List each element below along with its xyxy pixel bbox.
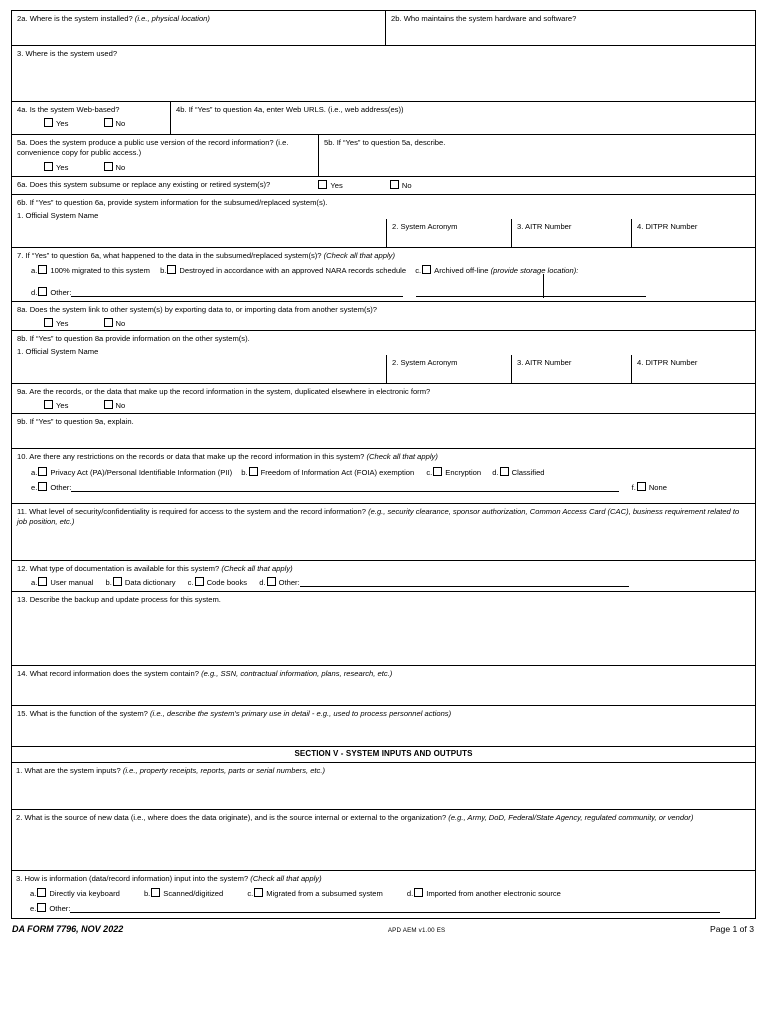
row-q4 <box>12 102 755 135</box>
row-q14 <box>12 666 755 706</box>
row-q5 <box>12 135 755 177</box>
q8b-aitr-col[interactable] <box>511 355 631 383</box>
q3-number: 3. <box>17 49 24 58</box>
field-q2b[interactable] <box>386 11 755 45</box>
q8b-text: If “Yes” to question 8a provide information on the other system(s). <box>29 334 250 343</box>
checkbox-icon[interactable] <box>637 482 646 491</box>
q7-option-a-label: 100% migrated to this system <box>50 266 150 276</box>
q10-option-a-letter: a. <box>31 468 38 478</box>
q7-option-d[interactable] <box>31 287 71 297</box>
q8a-yes-option[interactable] <box>43 318 68 328</box>
checkbox-icon[interactable] <box>38 265 47 274</box>
q8a-no-label: No <box>115 319 126 329</box>
field-q8a <box>12 302 755 330</box>
q8b-ditpr-label: 4. DITPR Number <box>637 358 698 367</box>
q6b-text: If “Yes” to question 6a, provide system information for the subsumed/replaced system(s). <box>29 198 328 207</box>
q6a-yes-option[interactable] <box>317 180 342 190</box>
q13-text: Describe the backup and update process for this system. <box>29 595 221 604</box>
checkbox-icon[interactable] <box>104 400 113 409</box>
q10-option-d-letter: d. <box>492 468 499 478</box>
row-q12 <box>12 561 755 592</box>
checkbox-icon[interactable] <box>104 118 113 127</box>
q2a-text: Where is the system installed? <box>29 14 133 23</box>
s5q3-option-d-letter: d. <box>406 889 414 899</box>
da-form-7796 <box>11 10 756 919</box>
row-q6a <box>12 177 755 195</box>
s5q3-option-b[interactable] <box>144 888 223 899</box>
field-s5q1[interactable] <box>12 763 755 809</box>
section-v-title: SECTION V - SYSTEM INPUTS AND OUTPUTS <box>294 749 473 758</box>
q5a-yes-label: Yes <box>56 162 69 172</box>
field-q6b <box>12 195 755 247</box>
q5a-yesno-group <box>17 162 314 172</box>
checkbox-icon[interactable] <box>37 903 46 912</box>
q7-option-a-letter: a. <box>31 266 38 276</box>
checkbox-icon[interactable] <box>113 577 122 586</box>
q10-option-a[interactable] <box>31 467 232 478</box>
q10-option-e-label: Other: <box>50 482 72 492</box>
checkbox-icon[interactable] <box>38 287 47 296</box>
s5q1-number: 1. <box>16 766 23 775</box>
q10-option-f[interactable] <box>632 482 667 493</box>
row-s5q1 <box>12 763 755 810</box>
row-q6b <box>12 195 755 248</box>
q12-options-row <box>17 577 751 588</box>
q8b-acronym-label: 2. System Acronym <box>392 358 458 367</box>
q10-option-c-label: Encryption <box>445 468 482 478</box>
q15-hint: (i.e., describe the system's primary use in detail - e.g., used to process personnel actions) <box>150 709 452 718</box>
q7-check-all: (Check all that apply) <box>323 251 395 260</box>
q6b-acronym-col[interactable] <box>386 219 511 247</box>
row-q10 <box>12 449 755 504</box>
q12-option-d[interactable] <box>259 577 299 588</box>
q8b-name-input[interactable] <box>12 355 386 383</box>
field-q9b[interactable] <box>12 414 755 448</box>
q9a-yesno-group <box>17 400 751 410</box>
field-q10 <box>12 449 755 503</box>
q12-option-a-label: User manual <box>50 578 94 588</box>
q9a-no-label: No <box>115 401 126 411</box>
q9a-number: 9a. <box>17 387 28 396</box>
q12-option-b-letter: b. <box>105 578 112 588</box>
s5q1-text: What are the system inputs? <box>24 766 121 775</box>
field-q11[interactable] <box>12 504 755 560</box>
s5q3-option-e-label: Other: <box>49 903 71 913</box>
s5q3-option-d[interactable] <box>407 888 561 899</box>
checkbox-icon[interactable] <box>38 577 47 586</box>
row-s5q3 <box>12 871 755 919</box>
q14-number: 14. <box>17 669 28 678</box>
q7-option-b-letter: b. <box>160 266 167 276</box>
field-q9a <box>12 384 755 413</box>
q12-option-a[interactable] <box>31 577 93 588</box>
checkbox-icon[interactable] <box>38 482 47 491</box>
q9a-yes-label: Yes <box>56 401 69 411</box>
q8a-number: 8a. <box>17 305 28 314</box>
form-footer <box>11 919 756 934</box>
q12-option-a-letter: a. <box>31 578 38 588</box>
q9b-number: 9b. <box>17 417 28 426</box>
q10-option-f-letter: f. <box>631 482 636 492</box>
checkbox-icon[interactable] <box>104 318 113 327</box>
field-s5q2[interactable] <box>12 810 755 870</box>
q6a-number: 6a. <box>17 180 28 189</box>
row-q3 <box>12 46 755 102</box>
q12-option-c-letter: c. <box>187 578 194 588</box>
row-q15 <box>12 706 755 747</box>
form-revision: APD AEM v1.00 ES <box>387 927 446 934</box>
q5b-text: If “Yes” to question 5a, describe. <box>336 138 446 147</box>
q7-option-a[interactable] <box>31 265 150 276</box>
field-q15[interactable] <box>12 706 755 746</box>
page-number: Page 1 of 3 <box>710 924 754 934</box>
q4a-no-label: No <box>115 119 126 129</box>
row-q9b <box>12 414 755 449</box>
q10-options-row-2 <box>17 482 751 493</box>
s5q3-option-c-label: Migrated from a subsumed system <box>266 889 383 899</box>
q10-option-c-letter: c. <box>426 468 433 478</box>
q7-other-row <box>17 287 750 297</box>
q7-number: 7. <box>17 251 24 260</box>
q6a-no-option[interactable] <box>389 180 412 190</box>
q10-option-d-label: Classified <box>511 468 545 478</box>
q10-option-c[interactable] <box>426 467 481 478</box>
checkbox-icon[interactable] <box>44 118 53 127</box>
q8a-text: Does the system link to other system(s) by exporting data to, or importing data from another system(s)? <box>29 305 378 314</box>
q4a-no-option[interactable] <box>103 118 126 128</box>
q11-number: 11. <box>17 507 27 516</box>
s5q3-option-d-label: Imported from another electronic source <box>426 889 561 899</box>
field-q4b[interactable] <box>171 102 755 134</box>
row-q7 <box>12 248 755 302</box>
q9b-text: If “Yes” to question 9a, explain. <box>29 417 134 426</box>
q6a-yesno-group <box>317 180 411 189</box>
checkbox-icon[interactable] <box>44 162 53 171</box>
q2b-text: Who maintains the system hardware and software? <box>403 14 577 23</box>
q2b-number: 2b. <box>391 14 402 23</box>
q6b-aitr-label: 3. AITR Number <box>517 222 572 231</box>
q10-option-f-label: None <box>648 482 667 492</box>
q5a-yes-option[interactable] <box>43 162 68 172</box>
q5a-text: Does the system produce a public use version of the record information? (i.e. convenience copy for public access.) <box>17 138 289 158</box>
q6a-text: Does this system subsume or replace any existing or retired system(s)? <box>29 180 271 189</box>
checkbox-icon[interactable] <box>500 467 509 476</box>
checkbox-icon[interactable] <box>44 400 53 409</box>
s5q3-option-b-label: Scanned/digitized <box>163 889 224 899</box>
s5q3-option-a-letter: a. <box>30 889 37 899</box>
q11-text: What level of security/confidentiality is required for access to the system and the record information? <box>29 507 366 516</box>
row-q8a <box>12 302 755 331</box>
checkbox-icon[interactable] <box>167 265 176 274</box>
checkbox-icon[interactable] <box>414 888 423 897</box>
q2a-number: 2a. <box>17 14 28 23</box>
field-s5q3 <box>12 871 755 918</box>
q6b-acronym-label: 2. System Acronym <box>392 222 458 231</box>
q9a-text: Are the records, or the data that make up the record information in the system, duplicated elsewhere in electronic form? <box>29 387 431 396</box>
q7-option-c-label: Archived off-line <box>434 266 489 276</box>
row-q2 <box>12 11 755 46</box>
checkbox-icon[interactable] <box>104 162 113 171</box>
s5q3-options-row-1 <box>16 888 751 899</box>
q6b-ditpr-label: 4. DITPR Number <box>637 222 698 231</box>
s5q3-option-e[interactable] <box>30 903 70 914</box>
field-q5a <box>12 135 319 176</box>
q15-text: What is the function of the system? <box>29 709 148 718</box>
q9a-yes-option[interactable] <box>43 400 68 410</box>
checkbox-icon[interactable] <box>44 318 53 327</box>
q7-other-input[interactable] <box>71 287 403 297</box>
q4b-text: If “Yes” to question 4a, enter Web URLS. (i.e., web address(es)) <box>188 105 404 114</box>
q10-check-all: (Check all that apply) <box>366 452 438 461</box>
q6a-yes-label: Yes <box>330 181 343 190</box>
q10-text: Are there any restrictions on the records or data that make up the record information in this system? <box>29 452 365 461</box>
q8b-number: 8b. <box>17 334 28 343</box>
s5q2-number: 2. <box>16 813 23 822</box>
q12-check-all: (Check all that apply) <box>221 564 293 573</box>
s5q3-option-c[interactable] <box>247 888 382 899</box>
checkbox-icon[interactable] <box>318 180 327 189</box>
row-q8b <box>12 331 755 384</box>
q12-option-c[interactable] <box>188 577 247 588</box>
field-q8b <box>12 331 755 383</box>
s5q3-text: How is information (data/record information) input into the system? <box>24 874 249 883</box>
field-q4a <box>12 102 171 134</box>
q8a-no-option[interactable] <box>103 318 126 328</box>
q6b-aitr-col[interactable] <box>511 219 631 247</box>
q12-option-b-label: Data dictionary <box>124 578 176 588</box>
q12-other-input[interactable] <box>300 577 629 587</box>
q7-text: If “Yes” to question 6a, what happened to the data in the subsumed/replaced system(s)? <box>25 251 322 260</box>
q12-text: What type of documentation is available for this system? <box>29 564 220 573</box>
q2a-hint: (i.e., physical location) <box>134 14 210 23</box>
q6b-official-name-label: 1. Official System Name <box>17 211 99 221</box>
q4a-text: Is the system Web-based? <box>29 105 120 114</box>
checkbox-icon[interactable] <box>151 888 160 897</box>
q5b-number: 5b. <box>324 138 335 147</box>
q15-number: 15. <box>17 709 28 718</box>
row-section-v-header <box>12 747 755 763</box>
s5q3-option-e-letter: e. <box>30 903 37 913</box>
checkbox-icon[interactable] <box>37 888 46 897</box>
q7-option-d-label: Other: <box>50 288 72 297</box>
q10-option-e[interactable] <box>31 482 71 493</box>
field-q3[interactable] <box>12 46 755 101</box>
field-q5b[interactable] <box>319 135 755 176</box>
s5q3-option-a[interactable] <box>30 888 120 899</box>
q10-option-b[interactable] <box>241 467 414 478</box>
s5q3-number: 3. <box>16 874 23 883</box>
q10-number: 10. <box>17 452 28 461</box>
q8b-subcolumns <box>12 355 755 383</box>
q10-options-row-1 <box>17 467 751 478</box>
s5q1-hint: (i.e., property receipts, reports, parts or serial numbers, etc.) <box>122 766 325 775</box>
q14-text: What record information does the system contain? <box>29 669 199 678</box>
q7-option-c-hint: (provide storage location): <box>490 266 579 276</box>
q12-number: 12. <box>17 564 28 573</box>
q6b-number: 6b. <box>17 198 28 207</box>
q4a-yes-option[interactable] <box>43 118 68 128</box>
row-q11 <box>12 504 755 561</box>
q12-option-c-label: Code books <box>206 578 248 588</box>
s5q3-options-row-2 <box>16 903 751 914</box>
q13-number: 13. <box>17 595 28 604</box>
q4a-number: 4a. <box>17 105 28 114</box>
q8b-official-name-label: 1. Official System Name <box>17 347 99 357</box>
q8b-aitr-label: 3. AITR Number <box>517 358 572 367</box>
q12-option-d-label: Other: <box>278 578 300 588</box>
q7-option-b[interactable] <box>160 265 406 276</box>
q7-storage-location-input[interactable] <box>416 287 646 297</box>
checkbox-icon[interactable] <box>195 577 204 586</box>
q7-option-c[interactable] <box>415 265 578 276</box>
q12-option-b[interactable] <box>106 577 176 588</box>
q9a-no-option[interactable] <box>103 400 126 410</box>
q10-option-e-letter: e. <box>31 482 38 492</box>
checkbox-icon[interactable] <box>38 467 47 476</box>
s5q3-other-input[interactable] <box>70 903 720 913</box>
field-q12 <box>12 561 755 591</box>
q12-option-d-letter: d. <box>259 578 266 588</box>
checkbox-icon[interactable] <box>249 467 258 476</box>
q6b-name-input[interactable] <box>12 219 386 247</box>
row-q9a <box>12 384 755 414</box>
q10-option-a-label: Privacy Act (PA)/Personal Identifiable Information (PII) <box>50 468 233 478</box>
q6a-no-label: No <box>401 181 412 190</box>
field-q7 <box>12 248 755 301</box>
q11-hint: (e.g., security clearance, sponsor authorization, Common Access Card (CAC), business requirement related to job position, etc.) <box>17 507 740 527</box>
field-q13[interactable] <box>12 592 755 665</box>
q7-option-d-letter: d. <box>31 288 38 297</box>
s5q3-option-a-label: Directly via keyboard <box>49 889 120 899</box>
field-q2a[interactable] <box>12 11 386 45</box>
q3-text: Where is the system used? <box>25 49 118 58</box>
field-q6a <box>12 177 755 194</box>
q7-options-row <box>17 265 751 276</box>
checkbox-icon[interactable] <box>422 265 431 274</box>
row-s5q2 <box>12 810 755 871</box>
checkbox-icon[interactable] <box>254 888 263 897</box>
q8a-yesno-group <box>17 318 751 328</box>
s5q3-check-all: (Check all that apply) <box>250 874 322 883</box>
q4a-yes-label: Yes <box>56 119 69 129</box>
field-q14[interactable] <box>12 666 755 705</box>
q10-option-d[interactable] <box>492 467 544 478</box>
s5q3-option-c-letter: c. <box>247 889 254 899</box>
form-id: DA FORM 7796, NOV 2022 <box>12 924 124 934</box>
q6b-subcolumns <box>12 219 755 247</box>
s5q2-hint: (e.g., Army, DoD, Federal/State Agency, regulated community, or vendor) <box>448 813 694 822</box>
q6b-ditpr-col[interactable] <box>631 219 755 247</box>
q10-option-b-label: Freedom of Information Act (FOIA) exemption <box>260 468 415 478</box>
row-q13 <box>12 592 755 666</box>
checkbox-icon[interactable] <box>390 180 399 189</box>
q7-option-c-letter: c. <box>415 266 422 276</box>
q8b-ditpr-col[interactable] <box>631 355 755 383</box>
s5q2-text: What is the source of new data (i.e., where does the data originate), and is the source internal or external to the organization? <box>24 813 447 822</box>
q5a-no-label: No <box>115 162 126 172</box>
q8a-yes-label: Yes <box>56 319 69 329</box>
q5a-number: 5a. <box>17 138 28 147</box>
q7-option-b-label: Destroyed in accordance with an approved NARA records schedule <box>179 266 407 276</box>
q8b-acronym-col[interactable] <box>386 355 511 383</box>
s5q3-option-b-letter: b. <box>143 889 151 899</box>
q4b-number: 4b. <box>176 105 187 114</box>
checkbox-icon[interactable] <box>267 577 276 586</box>
q10-option-b-letter: b. <box>241 468 248 478</box>
q10-other-input[interactable] <box>71 482 619 492</box>
q14-hint: (e.g., SSN, contractual information, plans, research, etc.) <box>201 669 393 678</box>
q4a-yesno-group <box>17 118 166 128</box>
checkbox-icon[interactable] <box>433 467 442 476</box>
q5a-no-option[interactable] <box>103 162 126 172</box>
